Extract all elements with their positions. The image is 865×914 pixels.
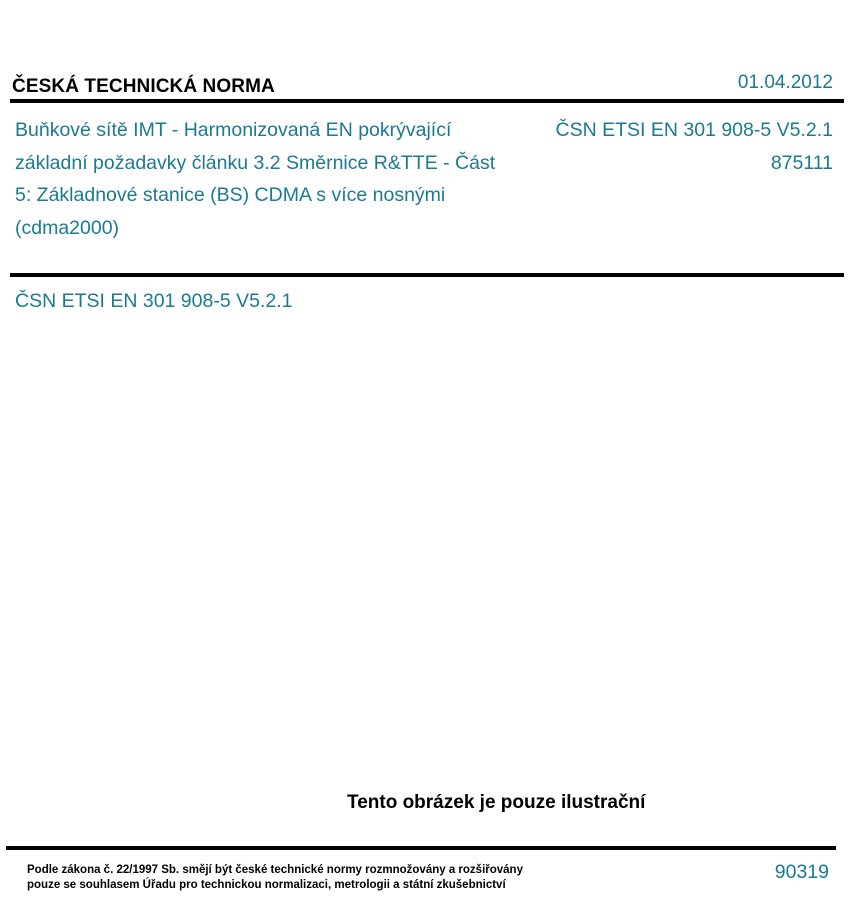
classification-number: 875111 xyxy=(770,151,833,174)
publication-date: 01.04.2012 xyxy=(737,72,833,93)
standard-designation: ČSN ETSI EN 301 908-5 V5.2.1 xyxy=(555,119,833,141)
legal-notice xyxy=(27,863,523,893)
legal-notice-line-1: Podle zákona č. 22/1997 Sb. smějí být české technické normy rozmnožovány a rozšiřovány xyxy=(27,864,523,876)
standard-title: Buňkové sítě IMT - Harmonizovaná EN pokrývající základní požadavky článku 3.2 Směrnice R&TTE - Část 5: Základnové stanice (BS) CDMA s více nosnými (cdma2000) xyxy=(15,119,496,239)
catalog-number: 90319 xyxy=(774,861,829,883)
header-divider xyxy=(10,99,844,103)
standard-code: ČSN ETSI EN 301 908-5 V5.2.1 xyxy=(15,290,293,312)
section-divider xyxy=(10,273,844,277)
footer-divider xyxy=(6,846,836,850)
legal-notice-line-2: pouze se souhlasem Úřadu pro technickou normalizaci, metrologii a státní zkušebnictví xyxy=(27,879,506,891)
illustration-note: Tento obrázek je pouze ilustrační xyxy=(347,792,646,813)
standard-identifier xyxy=(556,114,833,179)
page-title: ČESKÁ TECHNICKÁ NORMA xyxy=(12,76,275,97)
